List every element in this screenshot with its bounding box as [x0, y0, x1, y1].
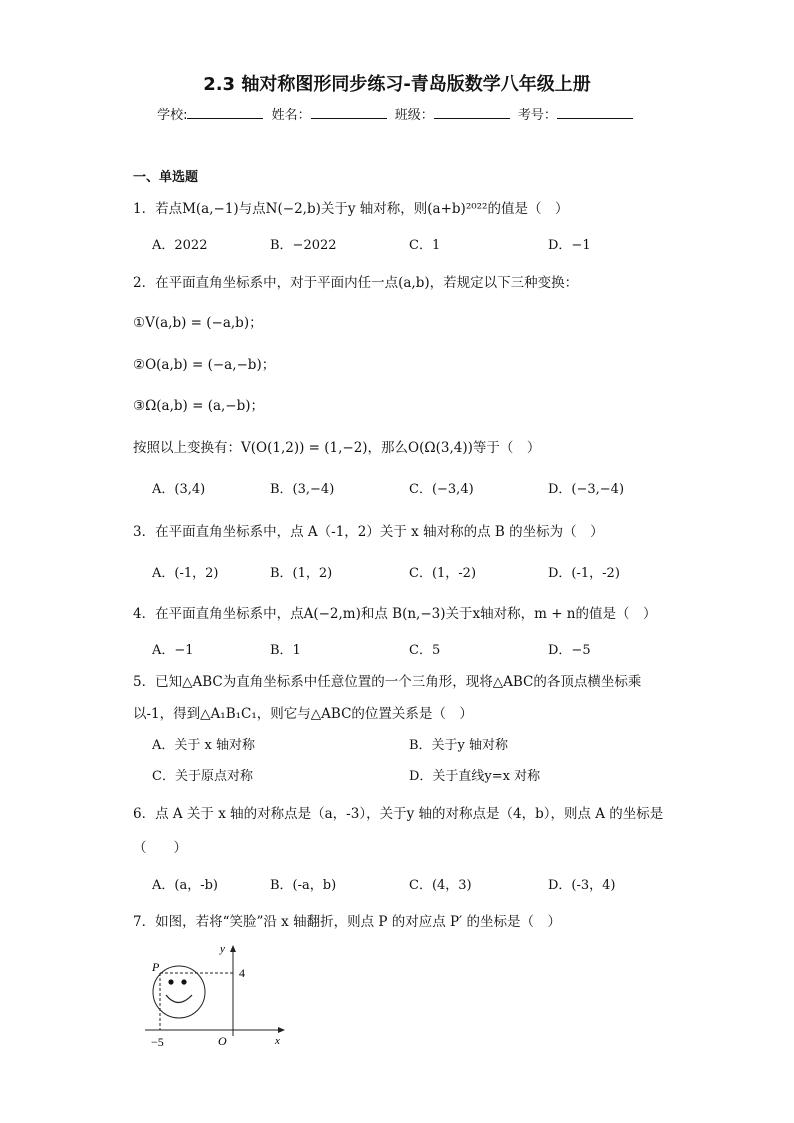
name-label: 姓名： — [271, 108, 311, 123]
page-title: 2.3 轴对称图形同步练习-青岛版数学八年级上册 — [203, 74, 591, 95]
option-a[interactable]: A．(3,4) — [152, 482, 206, 497]
question-5-line-2: 以-1，得到△A₁B₁C₁，则它与△ABC的位置关系是（ ） — [133, 706, 473, 722]
option-c[interactable]: C．(1，-2) — [409, 566, 477, 581]
smile-mouth — [166, 995, 192, 1003]
school-label: 学校: — [157, 108, 188, 123]
question-2-rule-1: ①V(a,b) = (−a,b)； — [133, 315, 263, 331]
option-a[interactable]: A．(a，-b) — [152, 878, 218, 893]
option-b[interactable]: B．(3,−4) — [270, 482, 335, 497]
option-d[interactable]: D．−1 — [548, 238, 591, 253]
question-5-line-1: 5．已知△ABC为直角坐标系中任意位置的一个三角形，现将△ABC的各顶点横坐标乘 — [133, 674, 642, 690]
right-eye — [181, 979, 186, 984]
option-d[interactable]: D．(-1，-2) — [548, 566, 620, 581]
question-7-text: 7．如图，若将“笑脸”沿 x 轴翻折，则点 P 的对应点 P′ 的坐标是（ ） — [133, 914, 561, 930]
option-c[interactable]: C．(4，3) — [409, 878, 472, 893]
option-b[interactable]: B．关于y 轴对称 — [409, 738, 509, 753]
school-blank[interactable] — [187, 106, 263, 119]
question-2-text: 2．在平面直角坐标系中，对于平面内任一点(a,b)，若规定以下三种变换： — [133, 275, 579, 291]
class-label: 班级： — [394, 108, 434, 123]
question-5-options — [152, 734, 672, 794]
option-a[interactable]: A．−1 — [152, 643, 194, 658]
option-a[interactable]: A．(-1，2) — [152, 566, 219, 581]
question-2-rule-3: ③Ω(a,b) = (a,−b)； — [133, 398, 265, 414]
x-axis-arrow — [278, 1027, 285, 1033]
option-c[interactable]: C．关于原点对称 — [152, 769, 253, 784]
exam-no-blank[interactable] — [557, 106, 633, 119]
option-b[interactable]: B．(1，2) — [270, 566, 333, 581]
option-d[interactable]: D．(-3，4) — [548, 878, 616, 893]
left-eye — [168, 979, 173, 984]
option-b[interactable]: B．−2022 — [270, 238, 337, 253]
question-6-line-1: 6．点 A 关于 x 轴的对称点是（a，-3），关于y 轴的对称点是（4，b），则点 A 的坐标是 — [133, 806, 664, 822]
option-c[interactable]: C．(−3,4) — [409, 482, 474, 497]
question-1-text: 1．若点M(a,−1)与点N(−2,b)关于y 轴对称，则(a+b)²⁰²²的值是（ ） — [133, 201, 569, 217]
origin-label: O — [218, 1034, 227, 1048]
y-axis-arrow — [230, 945, 236, 952]
option-b[interactable]: B．1 — [270, 643, 301, 658]
option-d[interactable]: D．(−3,−4) — [548, 482, 625, 497]
y-tick-label: 4 — [239, 966, 245, 980]
option-c[interactable]: C．1 — [409, 238, 441, 253]
question-3-text: 3．在平面直角坐标系中，点 A（-1，2）关于 x 轴对称的点 B 的坐标为（ ） — [133, 524, 604, 540]
exam-no-label: 考号： — [517, 108, 557, 123]
x-tick-label: −5 — [151, 1035, 164, 1049]
name-blank[interactable] — [311, 106, 387, 119]
point-p-label: P — [152, 960, 160, 974]
class-blank[interactable] — [434, 106, 510, 119]
section-heading: 一、单选题 — [133, 170, 199, 185]
x-axis-label: x — [275, 1035, 280, 1047]
option-d[interactable]: D．−5 — [548, 643, 591, 658]
option-d[interactable]: D．关于直线y=x 对称 — [409, 769, 541, 784]
option-a[interactable]: A．2022 — [152, 238, 208, 253]
y-axis-label: y — [220, 943, 225, 955]
question-4-text: 4．在平面直角坐标系中，点A(−2,m)和点 B(n,−3)关于x轴对称，m + n的值是（ ） — [133, 606, 657, 622]
option-a[interactable]: A．关于 x 轴对称 — [152, 738, 255, 753]
smiley-face-figure — [140, 940, 300, 1050]
option-c[interactable]: C．5 — [409, 643, 441, 658]
question-2-rule-2: ②O(a,b) = (−a,−b)； — [133, 357, 276, 373]
question-2-example: 按照以上变换有：V(O(1,2)) = (1,−2)，那么O(Ω(3,4))等于（ ） — [133, 440, 541, 456]
student-info-row — [0, 104, 794, 123]
question-6-line-2: （ ） — [133, 840, 187, 856]
option-b[interactable]: B．(-a，b) — [270, 878, 337, 893]
face-circle — [153, 966, 205, 1018]
